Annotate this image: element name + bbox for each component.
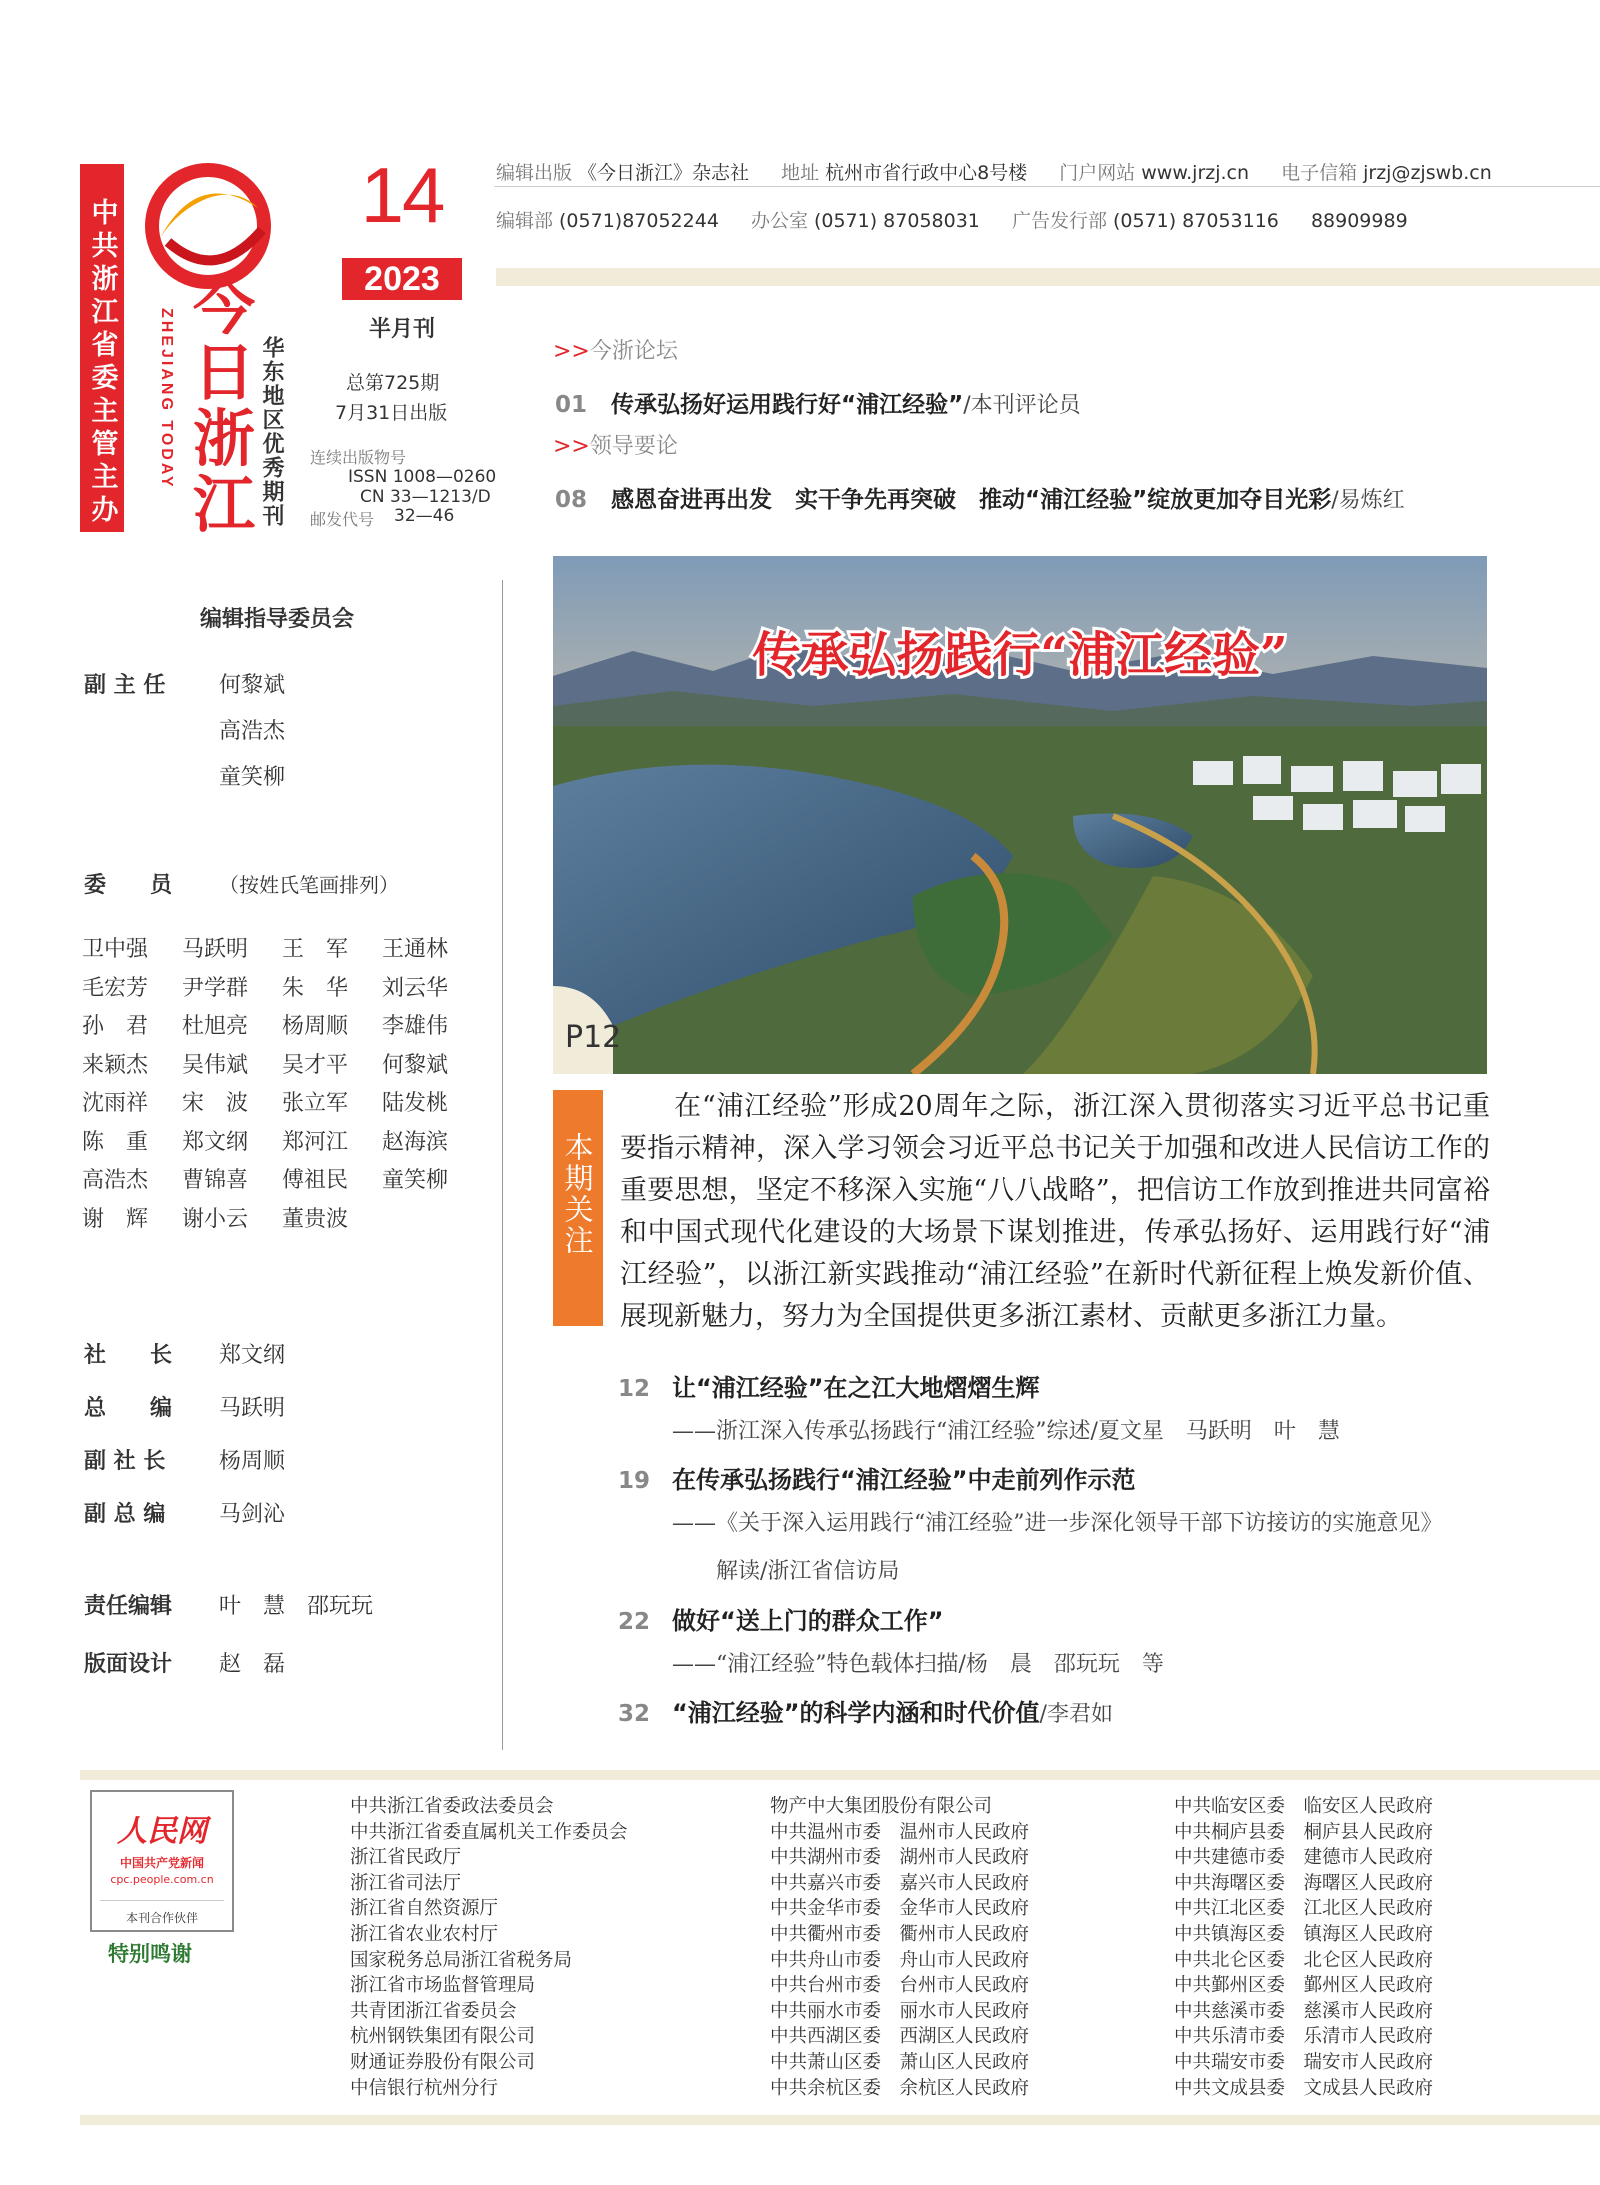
column-divider — [502, 580, 503, 1750]
frequency: 半月刊 — [368, 317, 435, 342]
feature-item[interactable]: 12 让“浦江经验”在之江大地熠熠生辉 — [618, 1374, 1040, 1402]
total-issue: 总第725期 — [346, 372, 440, 394]
feature-item[interactable]: 22 做好“送上门的群众工作” — [618, 1607, 944, 1635]
member-row — [82, 1125, 482, 1164]
member-name: 张立军 — [282, 1091, 349, 1116]
feature-item[interactable]: 32 “浦江经验”的科学内涵和时代价值/李君如 — [618, 1699, 1113, 1727]
thanks-column-1 — [350, 1794, 628, 2101]
thanks-entry: 中共临安区委 临安区人民政府 — [1174, 1796, 1434, 1817]
thanks-entry: 中共浙江省委直属机关工作委员会 — [350, 1821, 628, 1843]
vice-director-row: 副 主 任 何黎斌 — [84, 673, 286, 698]
sponsor-strip — [80, 164, 124, 532]
honor-label: 华东地区优秀期刊 — [259, 336, 284, 528]
issue-year: 2023 — [342, 258, 462, 300]
focus-paragraph: 在“浦江经验”形成20周年之际，浙江深入贯彻落实习近平总书记重要指示精神，深入学习领会习近平总书记关于加强和改进人民信访工作的重要思想，坚定不移深入实施“八八战略”，把信访工作放到推进共同富裕和中国式现代化建设的大场景下谋划推进，传承弘扬好、运用践行好“浦江经验”，以浙江新实践推动“浦江经验”在新时代新征程上焕发新价值、展现新魅力，努力为全国提供更多浙江素材、贡献更多浙江力量。 — [620, 1091, 1490, 1332]
member-name: 杨周顺 — [282, 1014, 349, 1039]
thanks-entry: 中共海曙区委 海曙区人民政府 — [1174, 1872, 1434, 1894]
svg-text:浙: 浙 — [192, 402, 256, 475]
member-name: 童笑柳 — [382, 1168, 449, 1193]
thanks-entry: 中共北仑区委 北仑区人民政府 — [1174, 1949, 1434, 1971]
member-name: 尹学群 — [182, 975, 249, 1001]
member-name: 来颖杰 — [82, 1052, 149, 1078]
member-row — [82, 1009, 482, 1048]
members-grid — [82, 932, 482, 1240]
designer-row: 版面设计 赵 磊 — [84, 1652, 286, 1677]
member-name: 何黎斌 — [382, 1052, 449, 1078]
member-name: 王 军 — [282, 937, 349, 962]
partner-tag: 本刊合作伙伴 — [100, 1900, 224, 1926]
sponsor-text: 中共浙江省委主管主办 — [86, 198, 118, 528]
member-row — [82, 932, 482, 971]
thanks-entry: 中信银行杭州分行 — [350, 2077, 499, 2099]
member-name: 陆发桃 — [382, 1091, 449, 1116]
feature-item-sub: ——“浦江经验”特色载体扫描/杨 晨 邵玩玩 等 — [672, 1652, 1164, 1677]
vice-director-name: 高浩杰 — [219, 719, 286, 744]
people-daily-logo: 人民网 — [117, 1814, 207, 1849]
thanks-entry: 中共鄞州区委 鄞州区人民政府 — [1174, 1975, 1434, 1997]
thanks-entry: 中共台州市委 台州市人民政府 — [770, 1975, 1030, 1997]
members-header: 委 员 （按姓氏笔画排列） — [84, 873, 399, 898]
pub-date: 7月31日出版 — [335, 402, 448, 424]
thanks-entry: 中共镇海区委 镇海区人民政府 — [1174, 1923, 1434, 1945]
thanks-entry: 浙江省民政厅 — [350, 1847, 462, 1869]
member-name: 李雄伟 — [382, 1014, 449, 1039]
svg-text:ZHEJIANG TODAY: ZHEJIANG TODAY — [158, 308, 175, 490]
thanks-divider-top — [80, 1770, 1600, 1780]
special-thanks-label: 特别鸣谢 — [108, 1941, 192, 1966]
partner-logo-box[interactable] — [90, 1790, 234, 1932]
contact-line-1: 编辑出版 《今日浙江》杂志社 地址 杭州市省行政中心8号楼 门户网站 www.jrzj.cn 电子信箱 jrzj@zjswb.cn — [496, 162, 1492, 184]
thanks-entry: 中共萧山区委 萧山区人民政府 — [770, 2051, 1030, 2073]
thanks-entry: 中共江北区委 江北区人民政府 — [1174, 1898, 1434, 1920]
editor-row: 责任编辑 叶 慧 邵玩玩 — [84, 1594, 374, 1619]
member-name: 王通林 — [382, 937, 449, 962]
section-header-forum: >>今浙论坛 — [553, 339, 678, 364]
member-name: 曹锦喜 — [182, 1168, 249, 1193]
member-name: 毛宏芳 — [82, 975, 149, 1001]
feature-item-sub: ——《关于深入运用践行“浦江经验”进一步深化领导干部下访接访的实施意见》 — [672, 1511, 1443, 1536]
header-divider — [494, 186, 1600, 187]
feature-item-sub: ——浙江深入传承弘扬践行“浦江经验”综述/夏文星 马跃明 叶 慧 — [672, 1419, 1340, 1444]
serial-label: 连续出版物号 — [310, 448, 407, 467]
toc-item[interactable]: 08 感恩奋进再出发 实干争先再突破 推动“浦江经验”绽放更加夺目光彩/易炼红 — [555, 487, 1405, 513]
member-name: 吴伟斌 — [182, 1052, 249, 1078]
member-name: 陈 重 — [82, 1129, 149, 1155]
thanks-entry: 中共丽水市委 丽水市人民政府 — [770, 2000, 1030, 2022]
thanks-entry: 中共衢州市委 衢州市人民政府 — [770, 1923, 1030, 1945]
focus-tab: 本期关注 — [553, 1090, 603, 1326]
postal-label: 邮发代号 — [310, 510, 375, 529]
svg-text:江: 江 — [192, 468, 256, 534]
member-name: 谢小云 — [182, 1206, 249, 1232]
thanks-entry: 浙江省农业农村厅 — [350, 1923, 499, 1945]
thanks-entry: 财通证券股份有限公司 — [350, 2051, 536, 2073]
svg-text:今: 今 — [192, 270, 256, 343]
member-name: 马跃明 — [182, 937, 249, 962]
thanks-entry: 中共温州市委 温州市人民政府 — [770, 1821, 1030, 1843]
member-name: 郑河江 — [282, 1129, 349, 1155]
thanks-entry: 国家税务总局浙江省税务局 — [350, 1949, 573, 1971]
thanks-entry: 杭州钢铁集团有限公司 — [350, 2026, 536, 2048]
thanks-entry: 浙江省司法厅 — [350, 1872, 462, 1894]
member-name: 高浩杰 — [82, 1168, 149, 1193]
member-row — [82, 1048, 482, 1087]
issn: ISSN 1008—0260 — [348, 467, 497, 487]
issue-number: 14 — [360, 151, 444, 239]
member-name: 沈雨祥 — [82, 1091, 149, 1116]
staff-row: 副 社 长 杨周顺 — [84, 1449, 286, 1474]
thanks-entry: 物产中大集团股份有限公司 — [770, 1796, 993, 1817]
page-tag: P12 — [565, 1020, 622, 1055]
thanks-entry: 中共西湖区委 西湖区人民政府 — [770, 2026, 1030, 2048]
member-name: 赵海滨 — [382, 1129, 449, 1155]
member-name: 傅祖民 — [282, 1168, 349, 1193]
member-name: 董贵波 — [282, 1206, 349, 1232]
feature-item[interactable]: 19 在传承弘扬践行“浦江经验”中走前列作示范 — [618, 1466, 1136, 1494]
member-name: 谢 辉 — [82, 1206, 149, 1232]
vice-director-name: 童笑柳 — [219, 765, 286, 790]
photo-banner: 传承弘扬践行“浦江经验” — [752, 627, 1288, 683]
member-name: 郑文纲 — [182, 1129, 249, 1155]
section-header-leaders: >>领导要论 — [553, 434, 678, 459]
contact-line-2: 编辑部 (0571)87052244 办公室 (0571) 87058031 广告发行部 (0571) 87053116 88909989 — [496, 210, 1408, 232]
thanks-entry: 中共余杭区委 余杭区人民政府 — [770, 2077, 1030, 2099]
thanks-divider-bottom — [80, 2115, 1600, 2125]
board-title: 编辑指导委员会 — [200, 607, 355, 632]
thanks-entry: 中共湖州市委 湖州市人民政府 — [770, 1847, 1030, 1869]
thanks-entry: 浙江省市场监督管理局 — [350, 1975, 536, 1997]
thanks-entry: 中共浙江省委政法委员会 — [350, 1796, 554, 1817]
member-name: 卫中强 — [82, 937, 149, 962]
cn-number: CN 33—1213/D — [360, 487, 491, 507]
member-name: 刘云华 — [382, 975, 449, 1001]
member-row — [82, 1163, 482, 1202]
thanks-entry: 中共嘉兴市委 嘉兴市人民政府 — [770, 1872, 1030, 1894]
thanks-entry: 中共慈溪市委 慈溪市人民政府 — [1174, 2000, 1434, 2022]
postal-code: 32—46 — [394, 506, 455, 526]
thanks-column-3 — [1174, 1794, 1433, 2101]
partner-url: cpc.people.com.cn — [110, 1873, 214, 1886]
staff-row: 社 长 郑文纲 — [84, 1343, 286, 1368]
member-name: 宋 波 — [182, 1091, 249, 1116]
member-name: 孙 君 — [82, 1014, 149, 1039]
member-name: 杜旭亮 — [182, 1014, 249, 1039]
thanks-entry: 中共乐清市委 乐清市人民政府 — [1174, 2026, 1434, 2048]
thanks-entry: 中共桐庐县委 桐庐县人民政府 — [1174, 1821, 1434, 1843]
thanks-entry: 中共舟山市委 舟山市人民政府 — [770, 1949, 1030, 1971]
member-row — [82, 971, 482, 1010]
email-link[interactable]: jrzj@zjswb.cn — [1363, 162, 1492, 184]
member-row — [82, 1202, 482, 1241]
feature-item-sub: 解读/浙江省信访局 — [716, 1559, 900, 1584]
website-link[interactable]: www.jrzj.cn — [1141, 162, 1250, 184]
thanks-entry: 共青团浙江省委员会 — [350, 2000, 517, 2022]
svg-text:日: 日 — [192, 336, 256, 409]
staff-row: 总 编 马跃明 — [84, 1396, 286, 1421]
thanks-entry: 中共金华市委 金华市人民政府 — [770, 1898, 1030, 1920]
staff-row: 副 总 编 马剑沁 — [84, 1502, 286, 1527]
thanks-entry: 浙江省自然资源厅 — [350, 1898, 499, 1920]
thanks-entry: 中共文成县委 文成县人民政府 — [1174, 2077, 1434, 2099]
toc-item[interactable]: 01 传承弘扬好运用践行好“浦江经验”/本刊评论员 — [555, 392, 1081, 418]
partner-sub: 中国共产党新闻 — [119, 1856, 204, 1870]
member-name: 朱 华 — [282, 975, 349, 1001]
member-name: 吴才平 — [282, 1052, 349, 1078]
member-row — [82, 1086, 482, 1125]
thanks-column-2 — [770, 1794, 1029, 2101]
thanks-entry: 中共瑞安市委 瑞安市人民政府 — [1174, 2051, 1434, 2073]
cream-divider — [496, 268, 1600, 286]
cover-photo — [553, 556, 1487, 1074]
thanks-entry: 中共建德市委 建德市人民政府 — [1174, 1847, 1434, 1869]
